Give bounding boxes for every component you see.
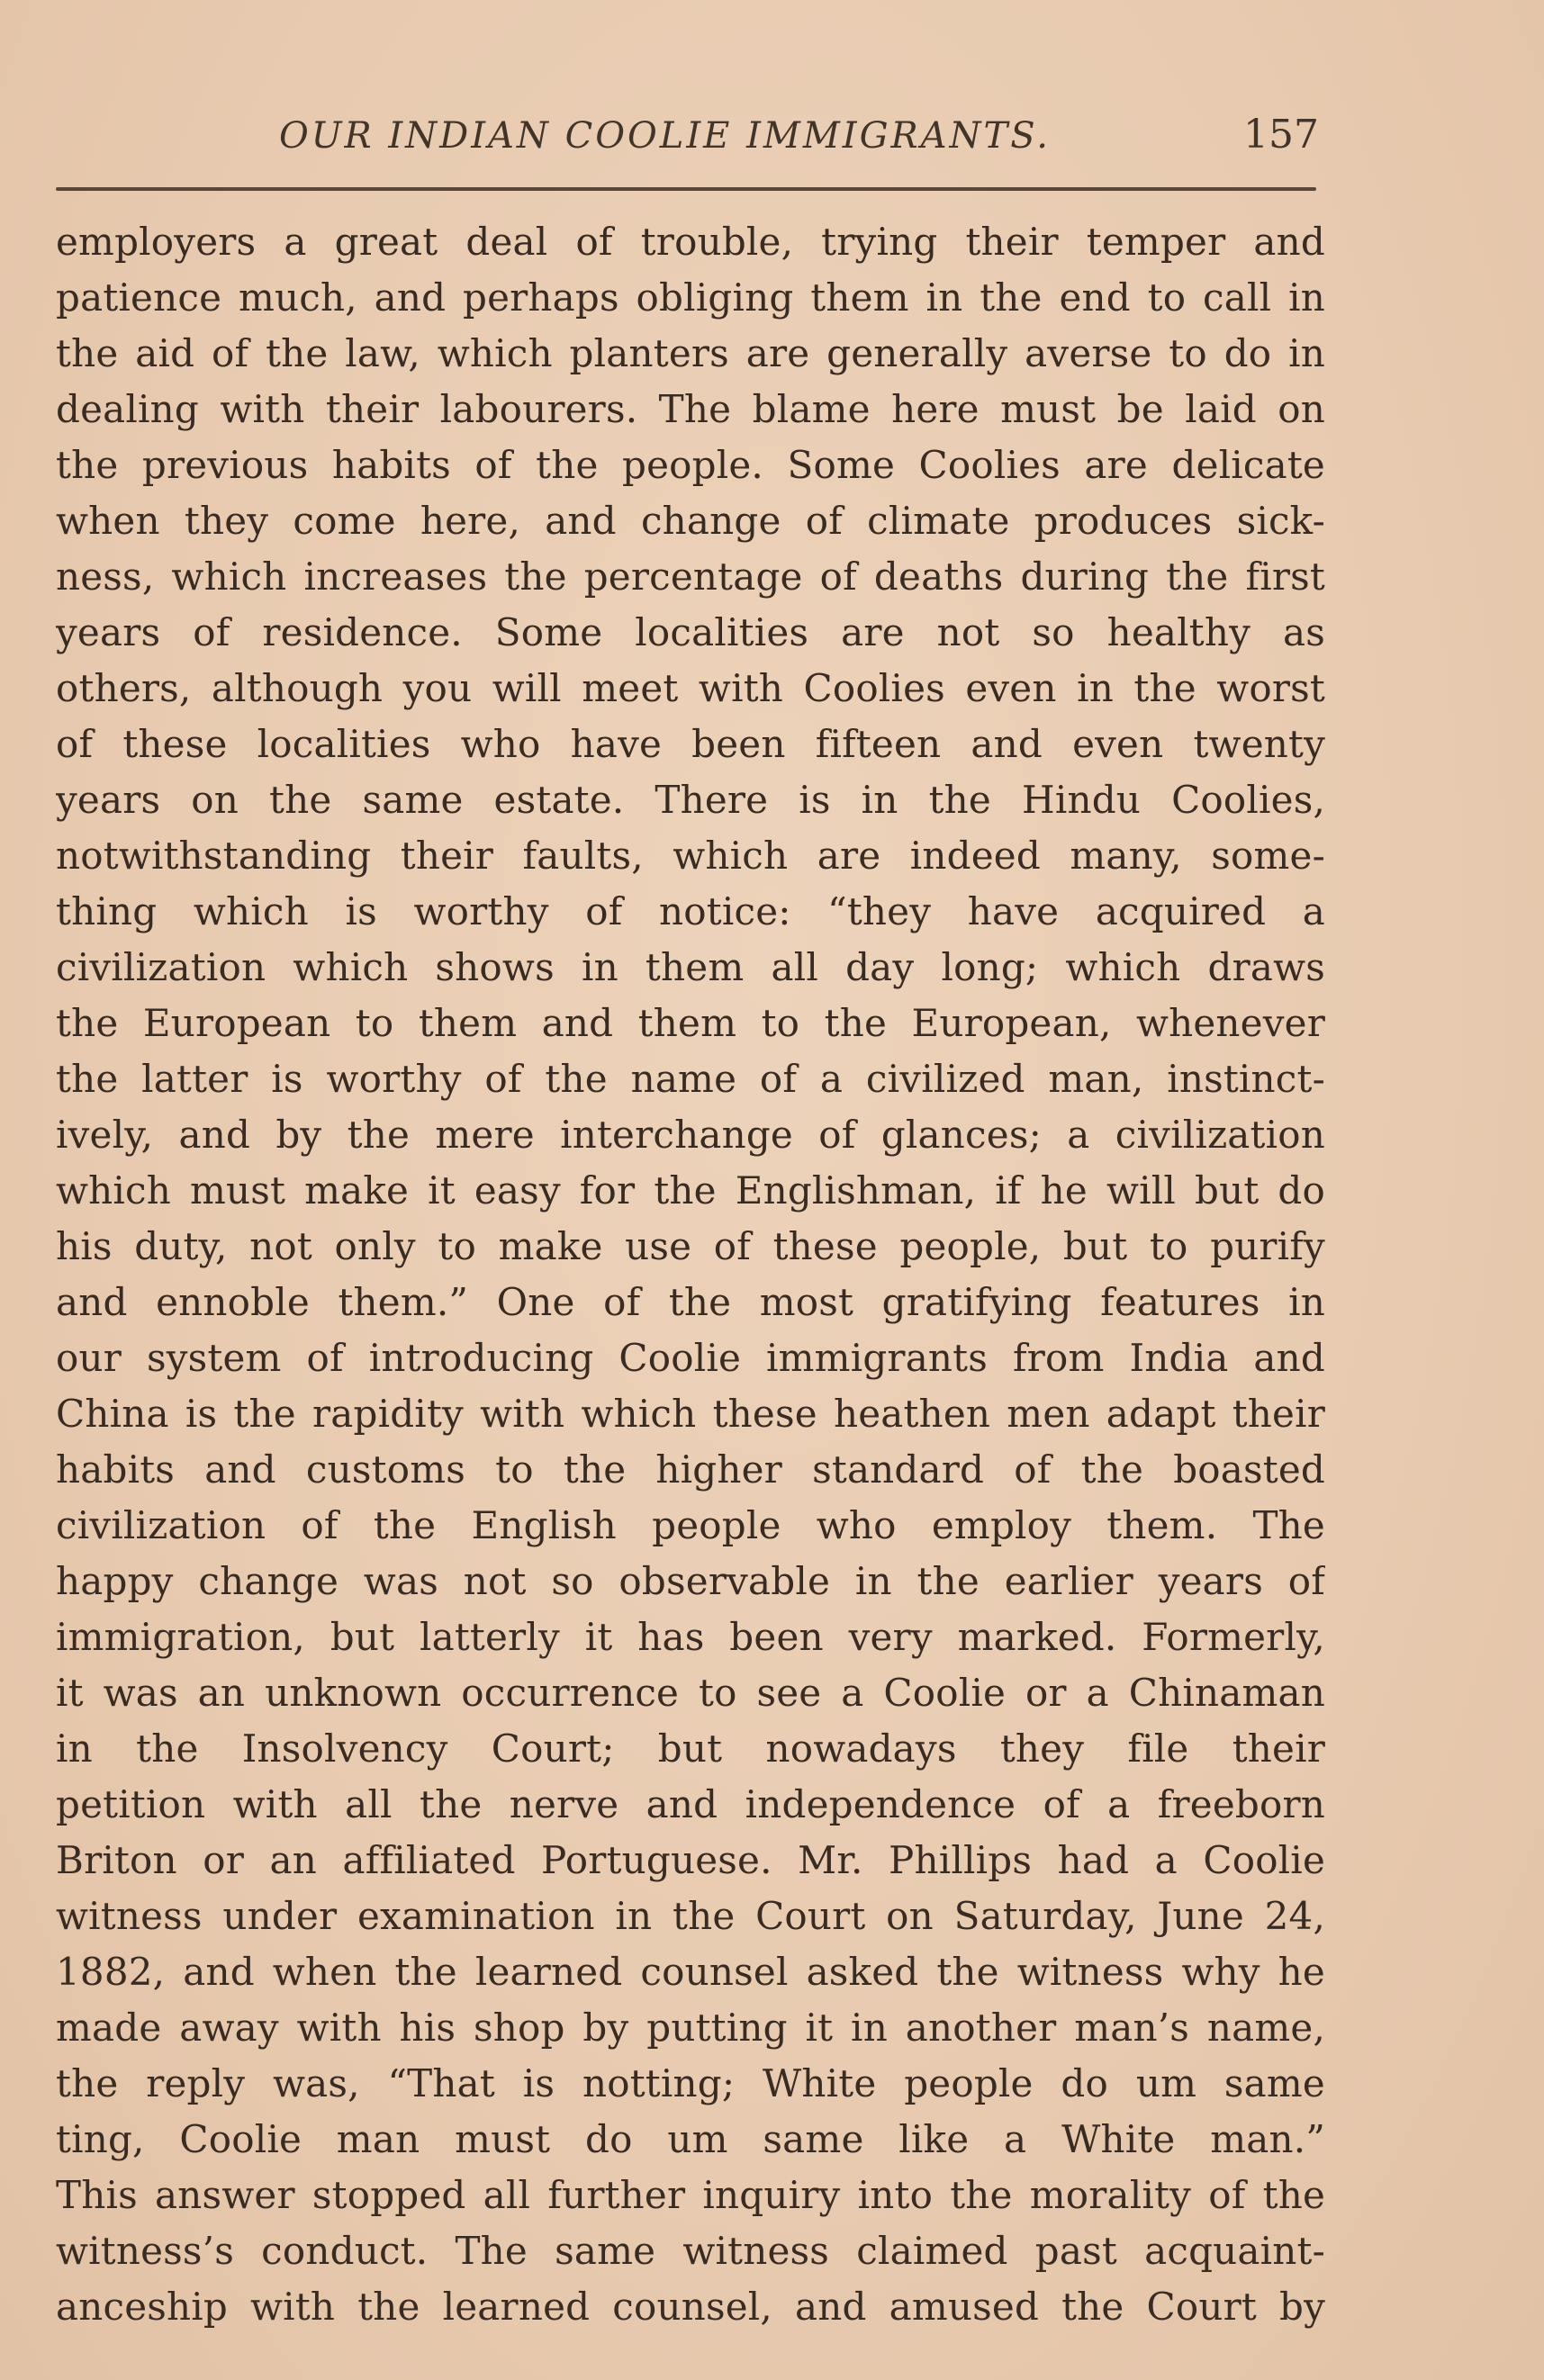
text-line: notwithstanding their faults, which are indeed many, some- [56,834,1325,878]
text-line: ness, which increases the percentage of deaths during the first [56,554,1325,599]
text-line: the reply was, “That is notting; White people do um same [56,2061,1325,2105]
text-line: China is the rapidity with which these heathen men adapt their [56,1392,1325,1436]
text-line: petition with all the nerve and independence of a freeborn [56,1782,1325,1826]
text-line: employers a great deal of trouble, trying their temper and [56,220,1325,264]
running-header [54,112,1319,169]
text-line: patience much, and perhaps obliging them in the end to call in [56,275,1325,320]
text-line: his duty, not only to make use of these people, but to purify [56,1224,1325,1268]
text-line: the previous habits of the people. Some Coolies are delicate [56,443,1325,487]
text-line: dealing with their labourers. The blame here must be laid on [56,387,1325,431]
text-line: immigration, but latterly it has been very marked. Formerly, [56,1615,1325,1659]
running-title: OUR INDIAN COOLIE IMMIGRANTS. [279,115,1051,157]
text-line: in the Insolvency Court; but nowadays they file their [56,1726,1325,1771]
text-line: witness under examination in the Court on Saturday, June 24, [56,1894,1325,1938]
text-line: habits and customs to the higher standard of the boasted [56,1447,1325,1492]
text-line: witness’s conduct. The same witness claimed past acquaint- [56,2229,1325,2273]
text-line: which must make it easy for the Englishman, if he will but do [56,1168,1325,1213]
body-text [56,214,1325,2335]
text-line: of these localities who have been fifteen and even twenty [56,722,1325,766]
text-line: and ennoble them.” One of the most gratifying features in [56,1280,1325,1324]
text-line: years on the same estate. There is in the Hindu Coolies, [56,778,1325,822]
text-line: years of residence. Some localities are not so healthy as [56,610,1325,654]
text-line: the aid of the law, which planters are generally averse to do in [56,331,1325,375]
text-line: it was an unknown occurrence to see a Coolie or a Chinaman [56,1671,1325,1715]
page-number: 157 [1243,112,1319,158]
text-line: Briton or an affiliated Portuguese. Mr. Phillips had a Coolie [56,1838,1325,1882]
text-line: This answer stopped all further inquiry into the morality of the [56,2173,1325,2217]
text-line: ting, Coolie man must do um same like a White man.” [56,2117,1325,2161]
text-line: the latter is worthy of the name of a civilized man, instinct- [56,1057,1325,1101]
text-line: ively, and by the mere interchange of glances; a civilization [56,1113,1325,1157]
text-line: thing which is worthy of notice: “they have acquired a [56,889,1325,933]
text-line: our system of introducing Coolie immigrants from India and [56,1336,1325,1380]
text-line: others, although you will meet with Coolies even in the worst [56,666,1325,710]
text-line: anceship with the learned counsel, and amused the Court by [56,2285,1325,2329]
text-line: when they come here, and change of climate produces sick- [56,499,1325,543]
text-line: happy change was not so observable in the earlier years of [56,1559,1325,1603]
text-line: the European to them and them to the European, whenever [56,1001,1325,1045]
text-line: 1882, and when the learned counsel asked the witness why he [56,1950,1325,1994]
text-line: civilization which shows in them all day long; which draws [56,945,1325,989]
text-line: civilization of the English people who employ them. The [56,1503,1325,1547]
header-rule [56,187,1316,191]
text-line: made away with his shop by putting it in another man’s name, [56,2006,1325,2050]
